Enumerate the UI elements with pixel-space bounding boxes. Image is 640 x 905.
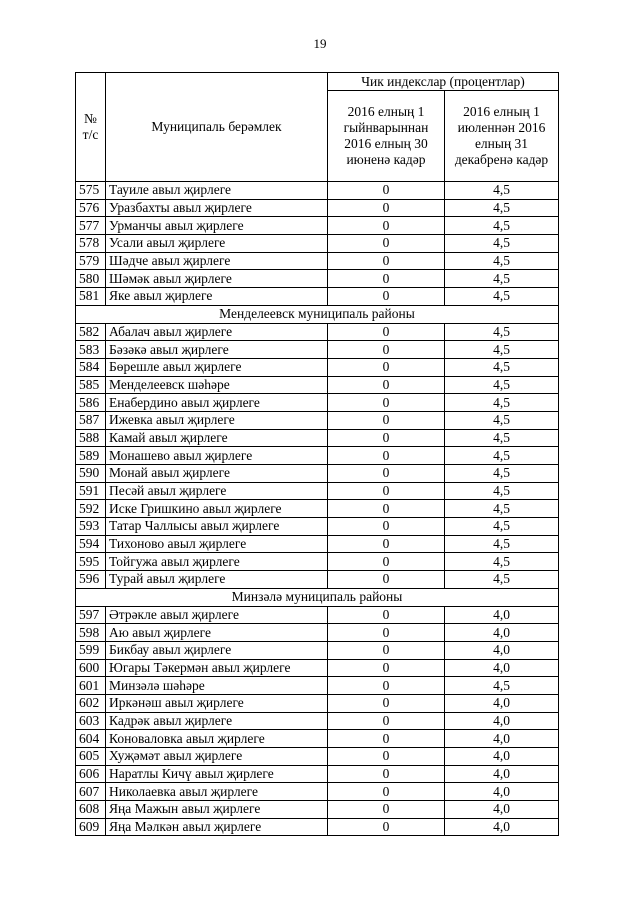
municipality-name: Тойгужа авыл җирлеге bbox=[106, 553, 328, 571]
index-period-2: 4,5 bbox=[445, 288, 559, 306]
municipality-name: Шәдче авыл җирлеге bbox=[106, 252, 328, 270]
row-number: 606 bbox=[76, 765, 106, 783]
municipality-name: Яңа Мажын авыл җирлеге bbox=[106, 801, 328, 819]
index-period-1: 0 bbox=[328, 606, 445, 624]
row-number: 594 bbox=[76, 535, 106, 553]
index-period-1: 0 bbox=[328, 641, 445, 659]
header-number-label: № т/с bbox=[82, 111, 99, 142]
index-period-2: 4,5 bbox=[445, 376, 559, 394]
index-period-2: 4,5 bbox=[445, 323, 559, 341]
table-row bbox=[76, 818, 559, 836]
table-row bbox=[76, 376, 559, 394]
index-period-1: 0 bbox=[328, 447, 445, 465]
index-period-2: 4,5 bbox=[445, 553, 559, 571]
header-municipality bbox=[106, 73, 328, 182]
index-period-2: 4,5 bbox=[445, 182, 559, 200]
municipality-name: Монай авыл җирлеге bbox=[106, 465, 328, 483]
index-period-2: 4,5 bbox=[445, 518, 559, 536]
row-number: 588 bbox=[76, 429, 106, 447]
municipality-name: Яңа Мәлкән авыл җирлеге bbox=[106, 818, 328, 836]
table-row bbox=[76, 641, 559, 659]
index-period-1: 0 bbox=[328, 182, 445, 200]
index-period-2: 4,5 bbox=[445, 482, 559, 500]
index-period-2: 4,0 bbox=[445, 818, 559, 836]
index-period-1: 0 bbox=[328, 270, 445, 288]
municipality-name: Аю авыл җирлеге bbox=[106, 624, 328, 642]
municipality-name: Уразбахты авыл җирлеге bbox=[106, 199, 328, 217]
row-number: 584 bbox=[76, 358, 106, 376]
header-municipality-label: Муниципаль берәмлек bbox=[151, 119, 282, 134]
index-period-2: 4,5 bbox=[445, 535, 559, 553]
index-period-2: 4,5 bbox=[445, 677, 559, 695]
table-row bbox=[76, 182, 559, 200]
table-row bbox=[76, 447, 559, 465]
municipality-name: Тауиле авыл җирлеге bbox=[106, 182, 328, 200]
row-number: 592 bbox=[76, 500, 106, 518]
municipality-name: Кадрәк авыл җирлеге bbox=[106, 712, 328, 730]
header-number bbox=[76, 73, 106, 182]
municipality-name: Усали авыл җирлеге bbox=[106, 235, 328, 253]
table-row bbox=[76, 571, 559, 589]
municipality-name: Коноваловка авыл җирлеге bbox=[106, 730, 328, 748]
index-period-2: 4,0 bbox=[445, 712, 559, 730]
index-period-2: 4,0 bbox=[445, 730, 559, 748]
index-period-1: 0 bbox=[328, 394, 445, 412]
row-number: 609 bbox=[76, 818, 106, 836]
municipality-name: Урманчы авыл җирлеге bbox=[106, 217, 328, 235]
row-number: 590 bbox=[76, 465, 106, 483]
table-row bbox=[76, 535, 559, 553]
row-number: 582 bbox=[76, 323, 106, 341]
row-number: 578 bbox=[76, 235, 106, 253]
municipality-name: Бөрешле авыл җирлеге bbox=[106, 358, 328, 376]
header-period-1 bbox=[328, 91, 445, 182]
index-period-1: 0 bbox=[328, 252, 445, 270]
header-period-2 bbox=[445, 91, 559, 182]
index-period-1: 0 bbox=[328, 358, 445, 376]
table-row bbox=[76, 411, 559, 429]
index-period-1: 0 bbox=[328, 341, 445, 359]
municipality-name: Бәзәкә авыл җирлеге bbox=[106, 341, 328, 359]
section-title: Минзәлә муниципаль районы bbox=[76, 588, 559, 606]
table-row bbox=[76, 235, 559, 253]
index-period-2: 4,0 bbox=[445, 783, 559, 801]
index-period-1: 0 bbox=[328, 783, 445, 801]
row-number: 587 bbox=[76, 411, 106, 429]
municipality-name: Песәй авыл җирлеге bbox=[106, 482, 328, 500]
index-period-1: 0 bbox=[328, 217, 445, 235]
municipality-name: Минзәлә шәһәре bbox=[106, 677, 328, 695]
index-period-1: 0 bbox=[328, 235, 445, 253]
index-period-2: 4,0 bbox=[445, 606, 559, 624]
index-period-2: 4,5 bbox=[445, 411, 559, 429]
municipality-name: Әтрәкле авыл җирлеге bbox=[106, 606, 328, 624]
table-row bbox=[76, 482, 559, 500]
index-period-1: 0 bbox=[328, 518, 445, 536]
index-period-1: 0 bbox=[328, 482, 445, 500]
municipality-name: Камай авыл җирлеге bbox=[106, 429, 328, 447]
index-period-2: 4,5 bbox=[445, 199, 559, 217]
municipality-name: Енабердино авыл җирлеге bbox=[106, 394, 328, 412]
index-period-2: 4,0 bbox=[445, 624, 559, 642]
table-row bbox=[76, 730, 559, 748]
section-row bbox=[76, 305, 559, 323]
index-period-2: 4,5 bbox=[445, 270, 559, 288]
row-number: 602 bbox=[76, 694, 106, 712]
header-period-2-label: 2016 елның 1 июленнән 2016 елның 31 декабренә кадәр bbox=[454, 104, 549, 167]
index-period-2: 4,0 bbox=[445, 765, 559, 783]
table-row bbox=[76, 270, 559, 288]
index-period-1: 0 bbox=[328, 765, 445, 783]
municipality-name: Наратлы Кичү авыл җирлеге bbox=[106, 765, 328, 783]
index-period-2: 4,5 bbox=[445, 500, 559, 518]
table-row bbox=[76, 199, 559, 217]
index-period-1: 0 bbox=[328, 712, 445, 730]
municipality-name: Турай авыл җирлеге bbox=[106, 571, 328, 589]
table-row bbox=[76, 358, 559, 376]
index-period-2: 4,5 bbox=[445, 341, 559, 359]
table-row bbox=[76, 217, 559, 235]
index-period-1: 0 bbox=[328, 748, 445, 766]
table-row bbox=[76, 606, 559, 624]
table-row bbox=[76, 429, 559, 447]
table-row bbox=[76, 694, 559, 712]
index-period-1: 0 bbox=[328, 465, 445, 483]
row-number: 585 bbox=[76, 376, 106, 394]
index-period-2: 4,0 bbox=[445, 694, 559, 712]
row-number: 597 bbox=[76, 606, 106, 624]
row-number: 579 bbox=[76, 252, 106, 270]
municipality-name: Менделеевск шәһәре bbox=[106, 376, 328, 394]
table-row bbox=[76, 553, 559, 571]
municipality-name: Ижевка авыл җирлеге bbox=[106, 411, 328, 429]
index-period-1: 0 bbox=[328, 411, 445, 429]
table-row bbox=[76, 783, 559, 801]
municipality-name: Монашево авыл җирлеге bbox=[106, 447, 328, 465]
row-number: 575 bbox=[76, 182, 106, 200]
row-number: 583 bbox=[76, 341, 106, 359]
table-row bbox=[76, 500, 559, 518]
index-period-1: 0 bbox=[328, 677, 445, 695]
municipality-name: Югары Тәкермән авыл җирлеге bbox=[106, 659, 328, 677]
table-row bbox=[76, 659, 559, 677]
table-row bbox=[76, 394, 559, 412]
page-number: 19 bbox=[313, 36, 327, 51]
table-row bbox=[76, 765, 559, 783]
row-number: 576 bbox=[76, 199, 106, 217]
table-row bbox=[76, 288, 559, 306]
municipality-name: Хуҗәмәт авыл җирлеге bbox=[106, 748, 328, 766]
index-period-1: 0 bbox=[328, 624, 445, 642]
table-row bbox=[76, 624, 559, 642]
table-row bbox=[76, 801, 559, 819]
section-title: Менделеевск муниципаль районы bbox=[76, 305, 559, 323]
index-period-1: 0 bbox=[328, 553, 445, 571]
index-period-2: 4,0 bbox=[445, 748, 559, 766]
row-number: 596 bbox=[76, 571, 106, 589]
index-period-1: 0 bbox=[328, 659, 445, 677]
municipality-name: Яке авыл җирлеге bbox=[106, 288, 328, 306]
index-period-2: 4,5 bbox=[445, 465, 559, 483]
row-number: 586 bbox=[76, 394, 106, 412]
row-number: 603 bbox=[76, 712, 106, 730]
table-row bbox=[76, 323, 559, 341]
index-period-1: 0 bbox=[328, 429, 445, 447]
row-number: 591 bbox=[76, 482, 106, 500]
municipality-name: Иске Гришкино авыл җирлеге bbox=[106, 500, 328, 518]
row-number: 580 bbox=[76, 270, 106, 288]
municipality-name: Татар Чаллысы авыл җирлеге bbox=[106, 518, 328, 536]
index-period-2: 4,0 bbox=[445, 641, 559, 659]
index-period-1: 0 bbox=[328, 694, 445, 712]
row-number: 595 bbox=[76, 553, 106, 571]
index-period-1: 0 bbox=[328, 323, 445, 341]
index-period-2: 4,5 bbox=[445, 252, 559, 270]
index-period-2: 4,0 bbox=[445, 659, 559, 677]
municipality-name: Тихоново авыл җирлеге bbox=[106, 535, 328, 553]
municipality-name: Шәмәк авыл җирлеге bbox=[106, 270, 328, 288]
header-group bbox=[328, 73, 559, 91]
row-number: 593 bbox=[76, 518, 106, 536]
index-period-2: 4,5 bbox=[445, 217, 559, 235]
municipality-name: Абалач авыл җирлеге bbox=[106, 323, 328, 341]
row-number: 577 bbox=[76, 217, 106, 235]
index-period-2: 4,5 bbox=[445, 447, 559, 465]
index-period-1: 0 bbox=[328, 376, 445, 394]
table-row bbox=[76, 748, 559, 766]
index-period-1: 0 bbox=[328, 535, 445, 553]
section-row bbox=[76, 588, 559, 606]
index-period-1: 0 bbox=[328, 801, 445, 819]
row-number: 608 bbox=[76, 801, 106, 819]
header-period-1-label: 2016 елның 1 гыйнварыннан 2016 елның 30 июненә кадәр bbox=[343, 104, 429, 167]
table-row bbox=[76, 341, 559, 359]
index-period-1: 0 bbox=[328, 571, 445, 589]
index-period-2: 4,5 bbox=[445, 358, 559, 376]
table-row bbox=[76, 677, 559, 695]
row-number: 581 bbox=[76, 288, 106, 306]
table-body bbox=[76, 182, 559, 836]
row-number: 598 bbox=[76, 624, 106, 642]
header-group-label: Чик индекслар (процентлар) bbox=[361, 73, 525, 89]
row-number: 607 bbox=[76, 783, 106, 801]
table-row bbox=[76, 712, 559, 730]
row-number: 599 bbox=[76, 641, 106, 659]
index-period-2: 4,5 bbox=[445, 571, 559, 589]
row-number: 604 bbox=[76, 730, 106, 748]
row-number: 589 bbox=[76, 447, 106, 465]
index-period-2: 4,5 bbox=[445, 394, 559, 412]
table-row bbox=[76, 518, 559, 536]
table-row bbox=[76, 465, 559, 483]
index-period-2: 4,0 bbox=[445, 801, 559, 819]
index-period-1: 0 bbox=[328, 818, 445, 836]
index-period-2: 4,5 bbox=[445, 429, 559, 447]
municipality-name: Николаевка авыл җирлеге bbox=[106, 783, 328, 801]
municipality-name: Бикбау авыл җирлеге bbox=[106, 641, 328, 659]
index-period-1: 0 bbox=[328, 500, 445, 518]
index-period-1: 0 bbox=[328, 730, 445, 748]
index-period-2: 4,5 bbox=[445, 235, 559, 253]
index-table bbox=[75, 72, 559, 836]
row-number: 605 bbox=[76, 748, 106, 766]
index-period-1: 0 bbox=[328, 288, 445, 306]
row-number: 601 bbox=[76, 677, 106, 695]
index-period-1: 0 bbox=[328, 199, 445, 217]
municipality-name: Иркәнәш авыл җирлеге bbox=[106, 694, 328, 712]
table-row bbox=[76, 252, 559, 270]
row-number: 600 bbox=[76, 659, 106, 677]
